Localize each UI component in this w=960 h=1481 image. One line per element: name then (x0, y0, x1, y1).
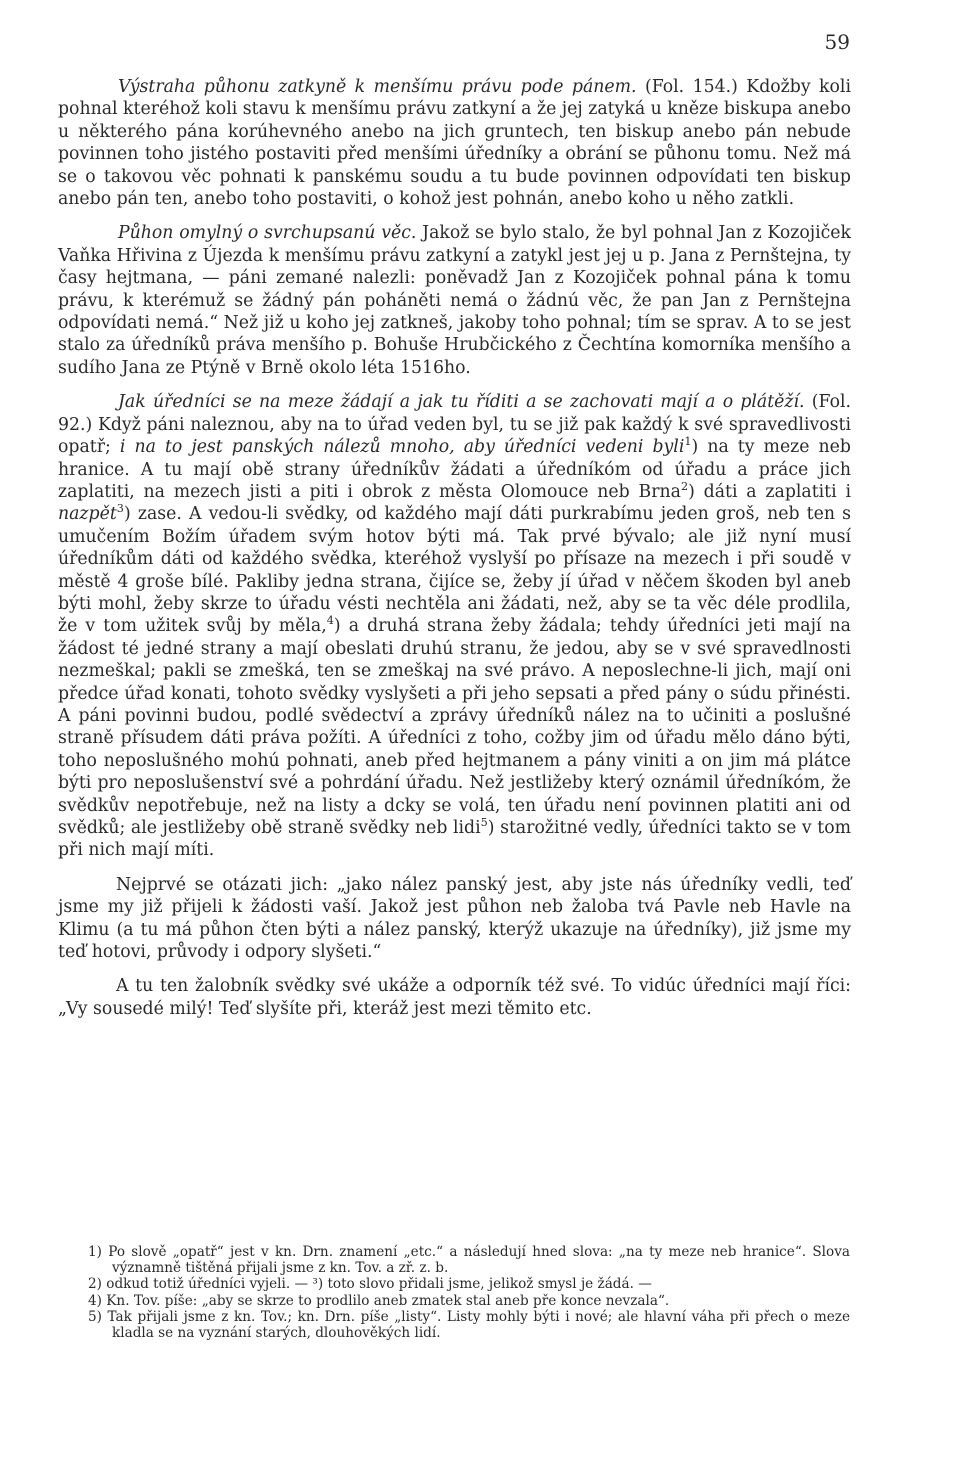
section-text: a druhá strana žeby žádala; tehdy úředníci jeti mají na žádost té jedné strany a mají obeslati druhú stranu, že jedou, aby se v své spravedlnosti nezmeškal; pakli se zmešká, ten se zmeškaj na své právo. A neposlechne-li jich, mají oni předce úřad konati, tohoto svědky vyslyšeti a při jeho sepsati a před pány o súdu přinésti. A páni povinni budou, podlé svědectví a zprávy úředníků nález na to učiniti a poslušné straně přísudem dáti práva požíti. A úředníci z toho, cožby jim od úřadu mělo dáno býti, toho neposlušného mohú pohnati, aneb před hejtmanem a pány viniti a on jim má plátce býti pro neposlušenství své a pohrdání úřadu. Než jestližeby který oznámil úředníkóm, že svědkův nepotřebuje, než na listy a dcky se volá, ten úřadu není povinnen platiti ani od svědků; ale jestližeby obě straně svědky neb lidi (58, 616, 851, 838)
footnote (88, 1276, 850, 1292)
footnote-mark: 5) (88, 1308, 102, 1325)
footnote-ref: 4 (326, 614, 334, 628)
section-text: zase. A vedou-li svědky, od každého mají dáti purkrabímu jeden groš, neb ten s umučením Božím úřadem svým hotov býti má. Tak prvé bývalo; ale již nyní musí úředníkům dáti od každého svědka, kteréhož vyslyší po přísaze na mezech i při soudě v městě 4 groše bílé. Pakliby jedna strana, čijíce se, žeby jí úřad v něčem škoden byl aneb býti mohl, žeby skrze to úřadu vésti nechtěla ani žádati, než, aby se ta věc déle prodlila, že v tom užitek svůj by měla, (58, 504, 851, 637)
footnote-mark: 4) (88, 1292, 102, 1309)
footnote-text: Tak přijali jsme z kn. Tov.; kn. Drn. píše „listy“. Listy mohly býti i nové; ale hlavní váha při přech o meze kladla se na vyznání starých, dlouhověkých lidí. (107, 1308, 850, 1342)
footnote-ref: 5 (480, 816, 488, 830)
section-text: starožitné vedly, úředníci takto se v tom při nich mají míti. (58, 818, 851, 861)
section-paragraph (58, 76, 851, 210)
footnote-mark: 1) (88, 1244, 102, 1260)
section-paragraph (58, 222, 851, 379)
page-number: 59 (824, 30, 850, 54)
section-paragraph: Jak úředníci se na meze žádají a jak tu říditi a se zachovati mají a o plátěží. (Fol. 92.) Když páni naleznou, aby na to úřad veden byl, tu se již pak každý k své spravedlivosti opatř; i na to jest panských nálezů mnoho, aby úředníci vedeni byli$^1$) na ty meze neb hranice. A tu mají obě strany úředníkův žádati a úředníkóm od úřadu a práce jich zaplatiti, na mezech jisti a piti i obrok z města Olomouce neb Brna$^2$) dáti a zaplatiti i nazpět$^3$) zase. A vedou-li svědky, od každého mají dáti purkrabímu jeden groš, neb ten s umučením Božím úřadem svým hotov býti má. Tak prvé bývalo; ale již nyní musí úředníkům dáti od každého svědka, kteréhož vyslyší po přísaze na mezech i při soudě v městě 4 groše bílé. Pakliby jedna strana, čijíce se, žeby jí úřad v něčem škoden byl aneb býti mohl, žeby skrze to úřadu vésti nechtěla ani žádati, než, aby se ta věc déle prodlila, že v tom užitek svůj by měla,$^4$) a druhá strana žeby žádala; tehdy úředníci jeti mají na žádost té jedné strany a mají obeslati druhú stranu, že jedou, aby se v své spravedlnosti nezmeškal; pakli se zmešká, ten se zmeškaj na své právo. A neposlechne-li jich, mají oni předce úřad konati, tohoto svědky vyslyšeti a při jeho sepsati a před pány o súdu přinésti. A páni povinni budou, podlé svědectví a zprávy úředníků nález na to učiniti a poslušné straně přísudem dáti práva požíti. A úředníci z toho, cožby jim od úřadu mělo dáno býti, toho neposlušného mohú pohnati, aneb před hejtmanem a pány viniti a on jim má plátce býti pro neposlušenství své a pohrdání úřadu. Než jestližeby který oznámil úředníkóm, že svědkův nepotřebuje, než na listy a dcky se volá, ten úřadu není povinnen platiti ani od svědků; ale jestližeby obě straně svědky neb lidi$^5$) starožitné vedly, úředníci takto se v tom při nich mají míti. (58, 392, 852, 861)
footnote-ref: 1 (684, 435, 692, 449)
footnote-text: Po slově „opatř“ jest v kn. Drn. znamení „etc.“ a následují hned slova: „na ty meze neb hranice“. Slova významně tištěná přijali jsme z kn. Tov. a zř. z. b. (108, 1244, 850, 1277)
body-paragraph: Nejprvé se otázati jich: „jako nález panský jest, aby jste nás úředníky vedli, teď jsme my již přijeli k žádosti vaší. Jakož jest půhon neb žaloba tvá Pavle neb Havle na Klimu (a tu má půhon čten býti a nález panský, kterýž ukazuje na úředníky), již jsme my teď hotovi, průvody i odpory slyšeti.“ (58, 874, 851, 963)
footnote (88, 1309, 850, 1341)
footnote (88, 1244, 850, 1276)
section-heading: Jak úředníci se na meze žádají a jak tu říditi a se zachovati mají a o plátěží. (118, 392, 805, 413)
emphasized-text: i na to jest panských nálezů mnoho, aby úředníci vedeni byli (119, 437, 685, 458)
footnote-ref: 2 (680, 480, 689, 494)
section-text: (Fol. 154.) Kdožby koli pohnal kteréhož koli stavu k menšímu právu zatkyní a že jej zatyká u kněze biskupa anebo u některého pána korúhevného anebo na jich gruntech, ten biskup anebo pán nebude povinnen toho jistého postaviti před menšími úředníky a obrání se půhonu tomu. Než má se o takovou věc pohnati k panskému soudu a tu bude povinnen odpovídati ten biskup anebo pán ten, anebo toho postaviti, o kohož jest pohnán, anebo koho u něho zatkli. (58, 77, 851, 210)
footnotes (88, 1244, 850, 1341)
section-text: Jakož se bylo stalo, že byl pohnal Jan z Kozojiček Vaňka Hřivina z Újezda k menšímu právu zatkyní a zatykl jest jej u p. Jana z Pernštejna, ty časy hejtmana, — páni zemané nalezli: poněvadž Jan z Kozojiček pohnal pána k tomu právu, k kterémuž se žádný pán poháněti nemá o žádnú věc, že pan Jan z Pernštejna odpovídati nemá.“ Než již u koho jej zatkneš, jakoby toho pohnal; tím se sprav. A to se jest stalo za úředníků práva menšího p. Bohuše Hrubčického z Čechtína komorníka menšího a sudího Jana ze Ptýně v Brně okolo léta 1516ho. (58, 223, 852, 378)
body-paragraph: A tu ten žalobník svědky své ukáže a odporník též své. To vidúc úředníci mají říci: „Vy sousedé milý! Teď slyšíte při, kteráž jest mezi těmito etc. (58, 976, 851, 1019)
section-text: na ty meze neb hranice. A tu mají obě strany úředníkův žádati a úředníkóm od úřadu a práce jich zaplatiti, na mezech jisti a piti i obrok z města Olomouce neb Brna (58, 437, 851, 502)
section-text: (Fol. 92.) Když páni naleznou, aby na to úřad veden byl, tu se již pak každý k své spravedlivosti opatř; (58, 392, 852, 458)
footnote (88, 1293, 850, 1309)
footnote-text: Kn. Tov. píše: „aby se skrze to prodlilo aneb zmatek stal aneb pře konce nevzala“. (106, 1292, 670, 1309)
emphasized-text: nazpět (58, 504, 117, 525)
section-text: dáti a zaplatiti i (703, 481, 851, 502)
section-heading: Výstraha půhonu zatkyně k menšímu právu pode pánem. (118, 77, 637, 97)
main-text (58, 76, 851, 1020)
footnote-mark: 2) (88, 1276, 102, 1293)
footnote-text: odkud totiž úředníci vyjeli. — ³) toto slovo přidali jsme, jelikož smysl je žádá. — (106, 1276, 652, 1293)
footnote-ref: 3 (116, 502, 124, 516)
section-heading: Půhon omylný o svrchupsanú věc. (118, 223, 417, 244)
